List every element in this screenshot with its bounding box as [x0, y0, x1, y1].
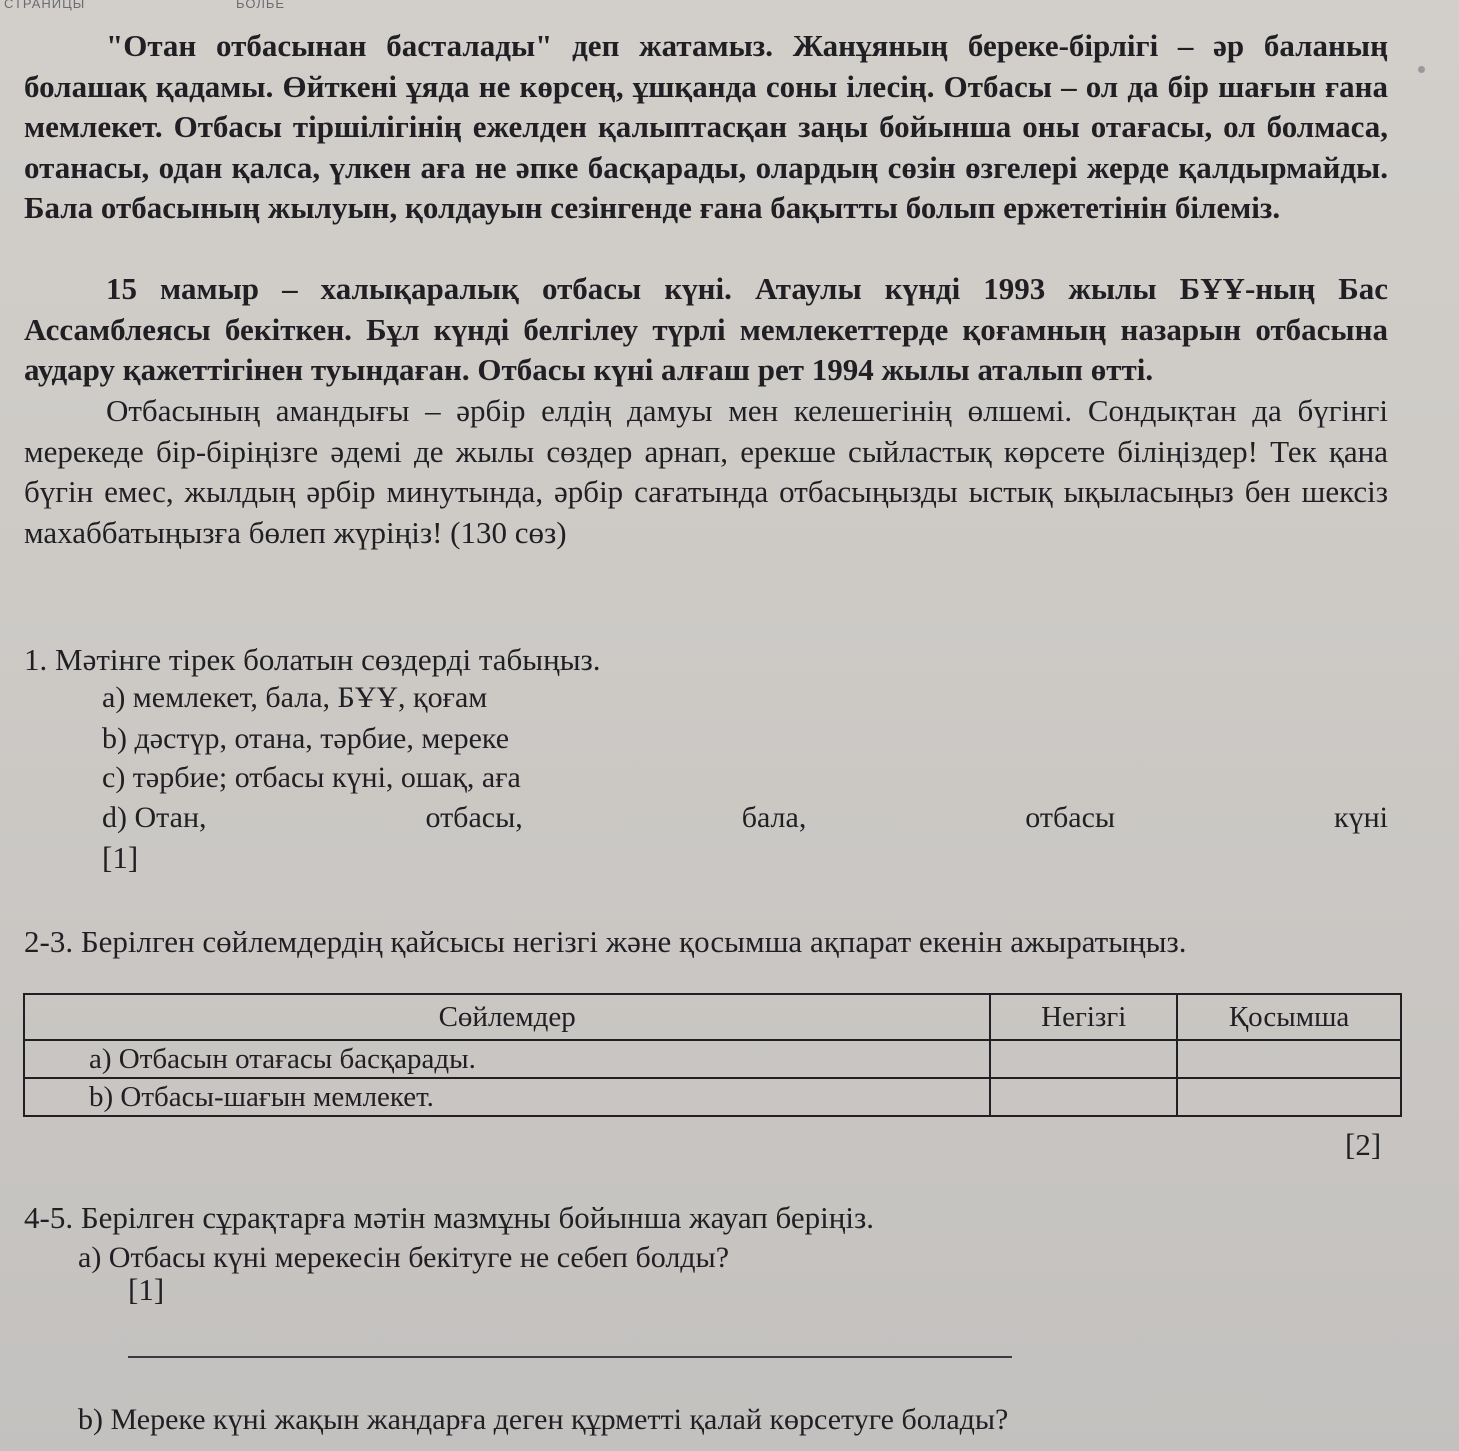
paragraph-2: 15 мамыр – халықаралық отбасы күні. Атаулы күнді 1993 жылы БҰҰ-ның Бас Ассамблеясы бекіткен. Бұл күнді белгілеу түрлі мемлекеттерде қоғамның назарын отбасына аудару қажеттігінен туындаған. Отбасы күні алғаш рет 1994 жылы аталып өтті. — [24, 271, 1388, 388]
question-1-option-c: c) тәрбие; отбасы күні, ошақ, аға — [102, 761, 521, 794]
column-header-main: Негізгі — [990, 994, 1177, 1040]
additional-answer-cell[interactable] — [1177, 1040, 1401, 1078]
main-answer-cell[interactable] — [990, 1040, 1177, 1078]
sentence-cell: a) Отбасын отағасы басқарады. — [24, 1040, 990, 1078]
answer-line[interactable] — [128, 1356, 1012, 1358]
cropped-header — [0, 0, 1459, 16]
sentence-cell: b) Отбасы-шағын мемлекет. — [24, 1078, 990, 1116]
column-header-additional: Қосымша — [1177, 994, 1401, 1040]
header-left-fragment: СТРАНИЦЫ — [4, 0, 86, 11]
header-right-fragment: БОЛЬЕ — [236, 0, 286, 11]
option-d-word: бала, — [741, 801, 807, 834]
paragraph-3: Отбасының амандығы – әрбір елдің дамуы мен келешегінің өлшемі. Сондықтан да бүгінгі мерекеде бір-біріңізге әдемі де жылы сөздер арнап, ерекше сыйластық көрсете біліңіздер! Тек қана бүгін емес, жылдың әрбір минутында, әрбір сағатында отбасыңызды ыстық ықыласыңыз бен шексіз махаббатыңызға бөлеп жүріңіз! (130 сөз) — [24, 393, 1388, 550]
table-row — [24, 1040, 1401, 1078]
column-header-sentences: Сөйлемдер — [24, 994, 990, 1040]
question-4-5-a: а) Отбасы күні мерекесін бекітуге не себеп болды? — [78, 1241, 730, 1274]
question-4-5-b: b) Мереке күні жақын жандарға деген құрметті қалай көрсетуге болады? — [78, 1403, 1009, 1436]
sentences-table — [23, 993, 1402, 1117]
question-2-3-mark: [2] — [1345, 1127, 1382, 1162]
question-2-3-title: 2-3. Берілген сөйлемдердің қайсысы негізгі және қосымша ақпарат екенін ажыратыңыз. — [24, 924, 1187, 959]
speck — [1418, 66, 1425, 73]
question-1-mark: [1] — [102, 840, 139, 875]
question-1-option-a: а) мемлекет, бала, БҰҰ, қоғам — [102, 681, 488, 714]
question-1-option-b: b) дәстүр, отана, тәрбие, мереке — [102, 722, 510, 755]
question-1-title: 1. Мәтінге тірек болатын сөздерді табыңыз. — [24, 642, 601, 677]
additional-answer-cell[interactable] — [1177, 1078, 1401, 1116]
main-answer-cell[interactable] — [990, 1078, 1177, 1116]
question-1-option-d — [102, 798, 1388, 838]
option-d-word: күні — [1334, 801, 1388, 834]
table-row — [24, 1078, 1401, 1116]
option-d-word: отбасы — [1025, 801, 1116, 834]
option-d-word: отбасы, — [425, 801, 523, 834]
question-4-5-a-mark: [1] — [128, 1272, 165, 1307]
paragraph-1: "Отан отбасынан басталады" деп жатамыз. Жанұяның береке-бірлігі – әр баланың болашақ қадамы. Өйткені ұяда не көрсең, ұшқанда соны ілесің. Отбасы – ол да бір шағын ғана мемлекет. Отбасы тіршілігінің ежелден қалыптасқан заңы бойынша оны отағасы, ол болмаса, отанасы, одан қалса, үлкен аға не әпке басқарады, олардың сөзін өзгелері жерде қалдырмайды. Бала отбасының жылуын, қолдауын сезінгенде ғана бақытты болып ержететінін білеміз. — [24, 28, 1388, 226]
option-d-word: d) Отан, — [102, 801, 207, 834]
table-header-row — [24, 994, 1401, 1040]
question-4-5-title: 4-5. Берілген сұрақтарға мәтін мазмұны бойынша жауап беріңіз. — [24, 1200, 874, 1235]
